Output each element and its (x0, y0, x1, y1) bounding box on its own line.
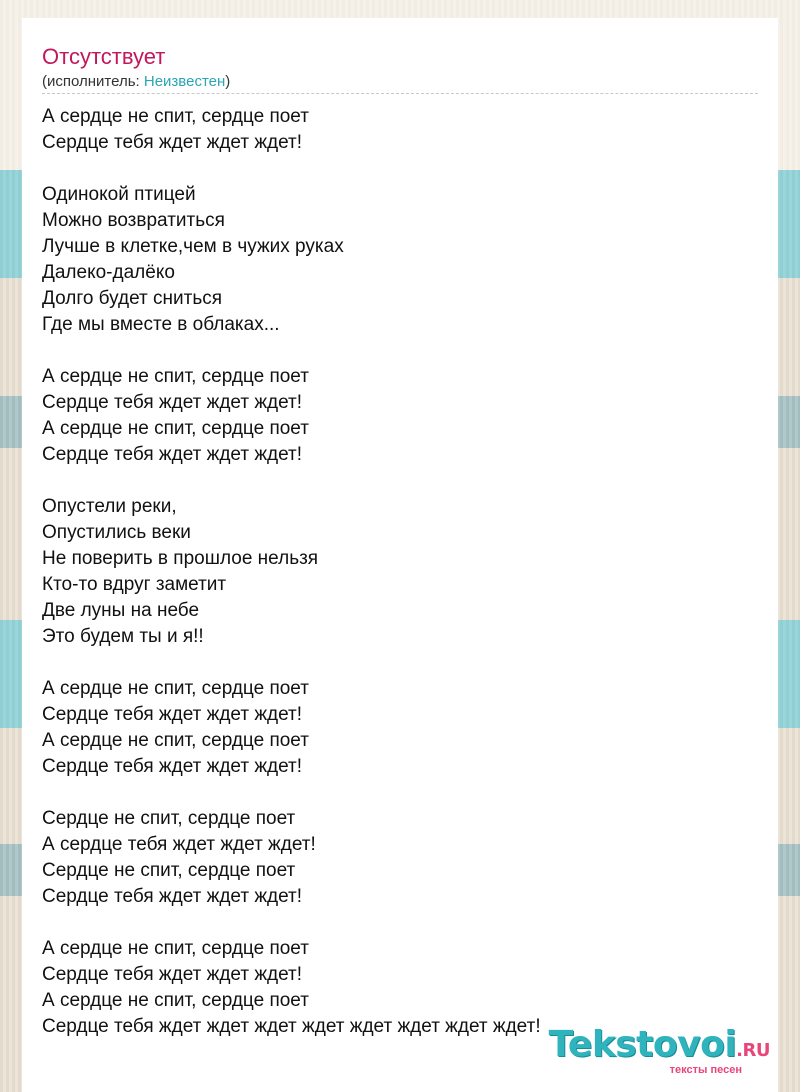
lyric-line: Опустились веки (42, 522, 191, 543)
lyric-line: Сердце тебя ждет ждет ждет! (42, 886, 303, 907)
lyrics-card (22, 18, 778, 1092)
lyric-blank-line (42, 780, 541, 806)
logo-tld: .RU (736, 1040, 770, 1061)
lyric-line: А сердце не спит, сердце поет (42, 730, 309, 751)
artist-line (42, 73, 230, 91)
lyric-blank-line (42, 468, 541, 494)
lyric-line: А сердце не спит, сердце поет (42, 418, 309, 439)
lyric-line: А сердце не спит, сердце поет (42, 106, 309, 127)
logo-main-text: Tekstovoi (548, 1024, 737, 1065)
lyric-line: А сердце не спит, сердце поет (42, 366, 309, 387)
lyric-line: Сердце не спит, сердце поет (42, 808, 296, 829)
lyric-line: Опустели реки, (42, 496, 177, 517)
lyric-blank-line (42, 650, 541, 676)
lyric-line: Сердце тебя ждет ждет ждет ждет ждет ждет ждет ждет! (42, 1016, 541, 1037)
lyric-line: Две луны на небе (42, 600, 200, 621)
lyric-line: Долго будет сниться (42, 288, 223, 309)
song-title: Отсутствует (42, 44, 166, 69)
artist-link[interactable]: Неизвестен (143, 73, 226, 90)
site-logo[interactable] (549, 1026, 770, 1076)
lyric-blank-line (42, 910, 541, 936)
lyric-line: Сердце тебя ждет ждет ждет! (42, 756, 303, 777)
lyric-line: Сердце тебя ждет ждет ждет! (42, 392, 303, 413)
lyric-line: Можно возвратиться (42, 210, 225, 231)
lyric-line: Сердце тебя ждет ждет ждет! (42, 444, 303, 465)
lyric-line: Одинокой птицей (42, 184, 196, 205)
lyric-line: Не поверить в прошлое нельзя (42, 548, 319, 569)
lyric-line: Где мы вместе в облаках... (42, 314, 280, 335)
artist-suffix: ) (225, 73, 231, 90)
artist-prefix: (исполнитель: (42, 73, 144, 90)
lyric-blank-line (42, 156, 541, 182)
lyric-line: А сердце не спит, сердце поет (42, 990, 309, 1011)
lyric-blank-line (42, 338, 541, 364)
lyric-line: Это будем ты и я!! (42, 626, 204, 647)
lyrics-text (42, 104, 541, 1040)
lyric-line: Сердце тебя ждет ждет ждет! (42, 704, 303, 725)
lyric-line: А сердце не спит, сердце поет (42, 938, 309, 959)
divider (42, 93, 758, 94)
lyric-line: Сердце тебя ждет ждет ждет! (42, 964, 303, 985)
lyric-line: А сердце тебя ждет ждет ждет! (42, 834, 316, 855)
lyric-line: Далеко-далёко (42, 262, 175, 283)
lyric-line: Сердце не спит, сердце поет (42, 860, 296, 881)
lyric-line: Лучше в клетке,чем в чужих руках (42, 236, 344, 257)
logo-subtitle: тексты песен (669, 1064, 742, 1076)
lyric-line: Кто-то вдруг заметит (42, 574, 227, 595)
lyric-line: Сердце тебя ждет ждет ждет! (42, 132, 303, 153)
lyric-line: А сердце не спит, сердце поет (42, 678, 309, 699)
